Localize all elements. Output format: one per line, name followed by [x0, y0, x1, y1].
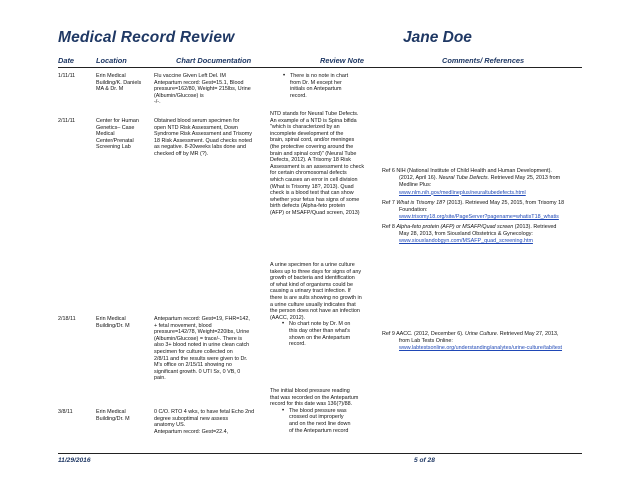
row-3-location: Erin Medical Building/Dr. M: [96, 316, 130, 329]
reference-9: Ref 9 AACC. (2012, December 6). Urine Culture. Retrieved May 27, 2013, from Lab Tests Online: www.labtestsonline.org/understanding/analytes/urine-culture/tab/test: [382, 331, 563, 352]
row-3-chart: Antepartum record: Gest=19, FHR=142, + fetal movement, blood pressure=142/78, Weight=220lbs, Urine (Albumin/Glucose) = trace/-. There is also 3+ blood noted in urine clean catch specimen for culture collected on 2/8/11 and the results were given to Dr. M's office on 2/15/11 showing no significant growth. 0 UTI Sx, 0 VB, 0 pain.: [154, 316, 250, 382]
row-1-chart: Flu vaccine Given Left Del. IM Antepartum record: Gest=15.1, Blood pressure=162/80, Weight= 215lbs, Urine (Albumin/Glucose) is -/-.: [154, 73, 251, 106]
reference-7: Ref 7 What is Trisomy 18? (2013). Retrieved May 25, 2015, from Trisomy 18 Foundation: www.trisomy18.org/site/PageServer?pagename=whatisT18_whatis: [382, 200, 565, 221]
row-4-location: Erin Medical Building/Dr. M: [96, 409, 130, 422]
reference-6: Ref 6 NIH (National Institute of Child Health and Human Development). (2012, April 16). Neural Tube Defects. Retrieved May 25, 2013 from Medline Plus: www.nlm.nih.gov/medlineplus/neuraltubedefects.html: [382, 168, 561, 196]
col-header-location: Location: [96, 56, 127, 65]
reference-6-link[interactable]: www.nlm.nih.gov/medlineplus/neuraltubedefects.html: [399, 189, 526, 196]
row-1-date: 1/11/11: [58, 73, 76, 79]
reference-8: Ref 8 Alpha-feto protein (AFP) or MSAFP/Quad screen (2013). Retrieved May 28, 2013, from Siouxland Obstetrics & Gynecology: www.siouxlandobgyn.com/MSAFP_quad_screening.htm: [382, 224, 557, 245]
page-number: 5 of 28: [414, 457, 435, 464]
footer-divider: [58, 453, 582, 454]
col-header-comments: Comments/ References: [442, 56, 525, 65]
column-headers: [58, 56, 582, 68]
row-4-chart: 0 C/O. RTO 4 wks, to have fetal Echo 2nd degree suboptimal new assess anatomy US. Antepartum record: Gest=22.4,: [154, 409, 255, 435]
footer-date: 11/29/2016: [58, 457, 91, 464]
reference-9-link[interactable]: www.labtestsonline.org/understanding/analytes/urine-culture/tab/test: [399, 345, 563, 352]
row-1-review: • There is no note in chart from Dr. M except her initials on Antepartum record.: [283, 73, 378, 99]
row-3-review: A urine specimen for a urine culture takes up to three days for signs of any growth of bacteria and identification of what kind of organisms could be causing a urinary tract infection. If there is are sults showing no growth in a urine culture usually indicates that the person does not have an infection (AACC, 2012). • No chart note by Dr. M on this day other than what's shown on the Antepartum record.: [270, 262, 382, 348]
reference-7-link[interactable]: www.trisomy18.org/site/PageServer?pagename=whatisT18_whatis: [399, 214, 559, 221]
row-4-date: 3/8/11: [58, 409, 73, 415]
row-4-review: The initial blood pressure reading that was recorded on the Antepartum record for this date was 136(?)/88. • The blood pressure was crossed out improperly and on the next line down of the Antepartum record: [270, 388, 382, 434]
patient-name: Jane Doe: [403, 29, 472, 46]
page-header-title: Medical Record Review: [58, 29, 235, 46]
row-1-location: Erin Medical Building/K. Daniels MA & Dr. M: [96, 73, 142, 93]
col-header-chart: Chart Documentation: [176, 56, 252, 65]
row-2-review: NTD stands for Neural Tube Defects. An example of a NTD is Spina bifida "which is characterized by an incomplete development of the brain, spinal cord, and/or meninges (the protective covering around the brain and spinal cord)" (Neural Tube Defects, 2012). A Trisomy 18 Risk Assessment is an assessment to check for certain chromosomal defects which causes an error in cell division (What is Trisomy 18?, 2013). Quad check is a blood test that can show whether your fetus has signs of some birth defects (Alpha-feto protein (AFP) or MSAFP/Quad screen, 2013): [270, 111, 365, 216]
col-header-review: Review Note: [320, 56, 364, 65]
row-2-location: Center for Human Genetics– Case Medical Center/Prenatal Screening Lab: [96, 118, 139, 151]
row-2-chart: Obtained blood serum specimen for open NTD Risk Assessment, Down Syndrome Risk Assessment and Trisomy 18 Risk Assessment. Quad checks noted as negative. 8-20weeks labs done and checked off by MR (?).: [154, 118, 252, 157]
col-header-date: Date: [58, 56, 75, 65]
row-3-date: 2/18/11: [58, 316, 76, 322]
row-2-date: 2/11/11: [58, 118, 76, 124]
reference-8-link[interactable]: www.siouxlandobgyn.com/MSAFP_quad_screening.htm: [399, 238, 533, 245]
